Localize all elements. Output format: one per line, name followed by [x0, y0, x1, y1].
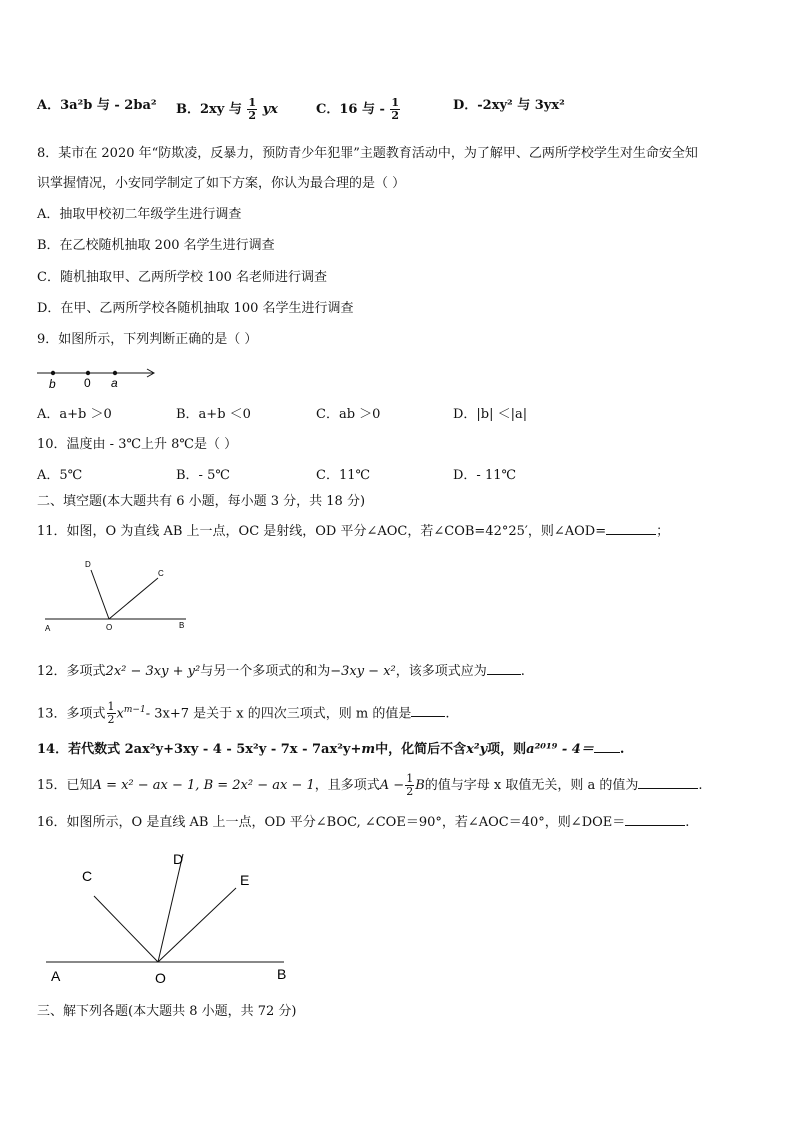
- q15-expression-3: B: [415, 778, 425, 793]
- ray-od: [91, 570, 109, 619]
- label-e: E: [240, 872, 250, 888]
- q7-option-a: A．3a²b 与 - 2ba²: [37, 98, 157, 113]
- q8-stem-line2: 识掌握情况，小安同学制定了如下方案，你认为最合理的是（ ）: [37, 176, 406, 191]
- q16-end: .: [685, 815, 690, 830]
- q10-stem: 10．温度由 - 3℃上升 8℃是（ ）: [37, 437, 238, 452]
- q7-option-d: D．-2xy² 与 3yx²: [453, 98, 565, 113]
- q15-pre: 15．已知: [37, 778, 93, 793]
- q7-option-c-pre: C．16 与 -: [316, 102, 385, 117]
- label-zero: 0: [84, 376, 91, 390]
- q13-pre: 13．多项式: [37, 706, 106, 722]
- answer-blank: [638, 775, 698, 789]
- q11-text: 11．如图，O 为直线 AB 上一点，OC 是射线，OD 平分∠AOC，若∠COB=42°25′，则∠AOD=: [37, 524, 607, 539]
- ray-oe: [158, 888, 236, 962]
- q11-angle-figure: [40, 558, 200, 636]
- q12-expression-2: −3xy − x²: [330, 664, 396, 679]
- label-c: C: [82, 868, 93, 884]
- q8-option-d: D．在甲、乙两所学校各随机抽取 100 名学生进行调查: [37, 301, 354, 316]
- q10-option-d: D．- 11℃: [453, 468, 517, 483]
- fraction-numerator: 1: [406, 772, 414, 785]
- label-d: D: [173, 851, 184, 867]
- point-b: [51, 371, 55, 375]
- label-o: O: [106, 623, 113, 632]
- ray-oc: [94, 896, 158, 962]
- q11-end: ；: [656, 524, 670, 539]
- q10-option-c: C．11℃: [316, 468, 371, 483]
- section-2-heading: 二、填空题(本大题共有 6 小题，每小题 3 分，共 18 分): [37, 494, 366, 509]
- q7-option-b: [176, 97, 278, 122]
- label-d: D: [85, 560, 91, 569]
- q13-post: - 3x+7 是关于 x 的四次三项式，则 m 的值是: [145, 706, 412, 722]
- q16-text: 16．如图所示，O 是直线 AB 上一点，OD 平分∠BOC, ∠COE＝90°，若∠AOC＝40°，则∠DOE＝: [37, 815, 626, 830]
- q15-post: 的值与字母 x 取值无关，则 a 的值为: [424, 778, 639, 793]
- q16-angle-figure: [40, 845, 300, 990]
- q15-expression-2: A −: [379, 778, 405, 793]
- q7-option-c-fraction: [390, 97, 400, 122]
- fraction-numerator: 1: [391, 96, 400, 109]
- q13-fraction: [107, 701, 116, 726]
- q9-stem: 9．如图所示，下列判断正确的是（ ）: [37, 332, 258, 347]
- label-b: B: [179, 621, 185, 630]
- q9-option-a: A．a+b ＞0: [37, 407, 112, 422]
- q12-stem: [37, 661, 525, 681]
- q10-option-a: A．5℃: [37, 468, 83, 483]
- q9-option-c: C．ab ＞0: [316, 407, 381, 422]
- q14-m: m: [361, 742, 376, 757]
- label-o: O: [155, 970, 166, 986]
- fraction-numerator: 1: [107, 700, 115, 714]
- fraction-numerator: 1: [248, 96, 257, 109]
- q7-option-b-fraction: [247, 97, 257, 122]
- fraction-denominator: 2: [248, 109, 257, 122]
- section-3-heading: 三、解下列各题(本大题共 8 小题，共 72 分): [37, 1004, 297, 1019]
- answer-blank: [606, 521, 656, 535]
- q14-pre: 14．若代数式 2ax²y+3xy - 4 - 5x²y - 7x - 7ax²y+: [37, 742, 362, 757]
- q12-post: ，该多项式应为: [395, 664, 487, 679]
- q12-expression-1: 2x² − 3xy + y²: [105, 664, 201, 679]
- fraction-denominator: 2: [406, 785, 414, 798]
- q8-option-a: A．抽取甲校初二年级学生进行调查: [37, 207, 242, 222]
- q14-term: x²y: [466, 742, 488, 757]
- q9-option-b: B．a+b ＜0: [176, 407, 251, 422]
- label-c: C: [158, 569, 164, 578]
- label-a: A: [45, 624, 51, 633]
- ray-oc: [109, 578, 158, 619]
- q11-stem: [37, 521, 669, 541]
- q10-option-b: B．- 5℃: [176, 468, 230, 483]
- q15-fraction: [405, 773, 414, 798]
- q14-stem: [37, 739, 624, 759]
- q7-option-b-post: yx: [262, 102, 278, 117]
- q15-end: .: [698, 778, 703, 793]
- q8-stem-line1: 8．某市在 2020 年“防欺凌，反暴力，预防青少年犯罪”主题教育活动中，为了解甲、乙两所学校学生对生命安全知: [37, 146, 698, 161]
- q9-number-line-figure: [35, 362, 165, 392]
- answer-blank: [487, 661, 521, 675]
- q14-mid: 中，化简后不含: [375, 742, 467, 757]
- q12-end: .: [520, 664, 525, 679]
- q12-pre: 12．多项式: [37, 664, 106, 679]
- q16-stem: [37, 812, 689, 832]
- q14-post: 项，则: [487, 742, 527, 757]
- label-a: A: [51, 968, 61, 984]
- q8-option-b: B．在乙校随机抽取 200 名学生进行调查: [37, 238, 275, 253]
- label-b: B: [277, 966, 287, 982]
- q12-mid: 与另一个多项式的和为: [200, 664, 331, 679]
- q7-option-b-pre: B．2xy 与: [176, 102, 242, 117]
- answer-blank: [625, 812, 685, 826]
- q14-end: .: [619, 742, 625, 757]
- label-a: a: [111, 376, 118, 390]
- point-zero: [86, 371, 90, 375]
- q9-option-d: D．|b| ＜|a|: [453, 407, 528, 422]
- q8-option-c: C．随机抽取甲、乙两所学校 100 名老师进行调查: [37, 270, 328, 285]
- q13-power-exponent: m−1: [123, 705, 146, 715]
- q13-stem: [37, 697, 449, 727]
- q15-expression: A = x² − ax − 1, B = 2x² − ax − 1: [92, 778, 315, 793]
- q7-option-c: [316, 97, 401, 122]
- q13-power-base: x: [116, 706, 124, 722]
- q15-mid: ，且多项式: [314, 778, 380, 793]
- q13-end: .: [445, 706, 450, 722]
- fraction-denominator: 2: [107, 713, 115, 727]
- answer-blank: [411, 703, 445, 717]
- label-b: b: [49, 377, 56, 391]
- answer-blank: [594, 739, 620, 753]
- q15-stem: [37, 773, 703, 799]
- ray-od: [158, 854, 183, 962]
- q14-expression: a²⁰¹⁹ - 4＝: [526, 742, 594, 757]
- fraction-denominator: 2: [391, 109, 400, 122]
- point-a: [113, 371, 117, 375]
